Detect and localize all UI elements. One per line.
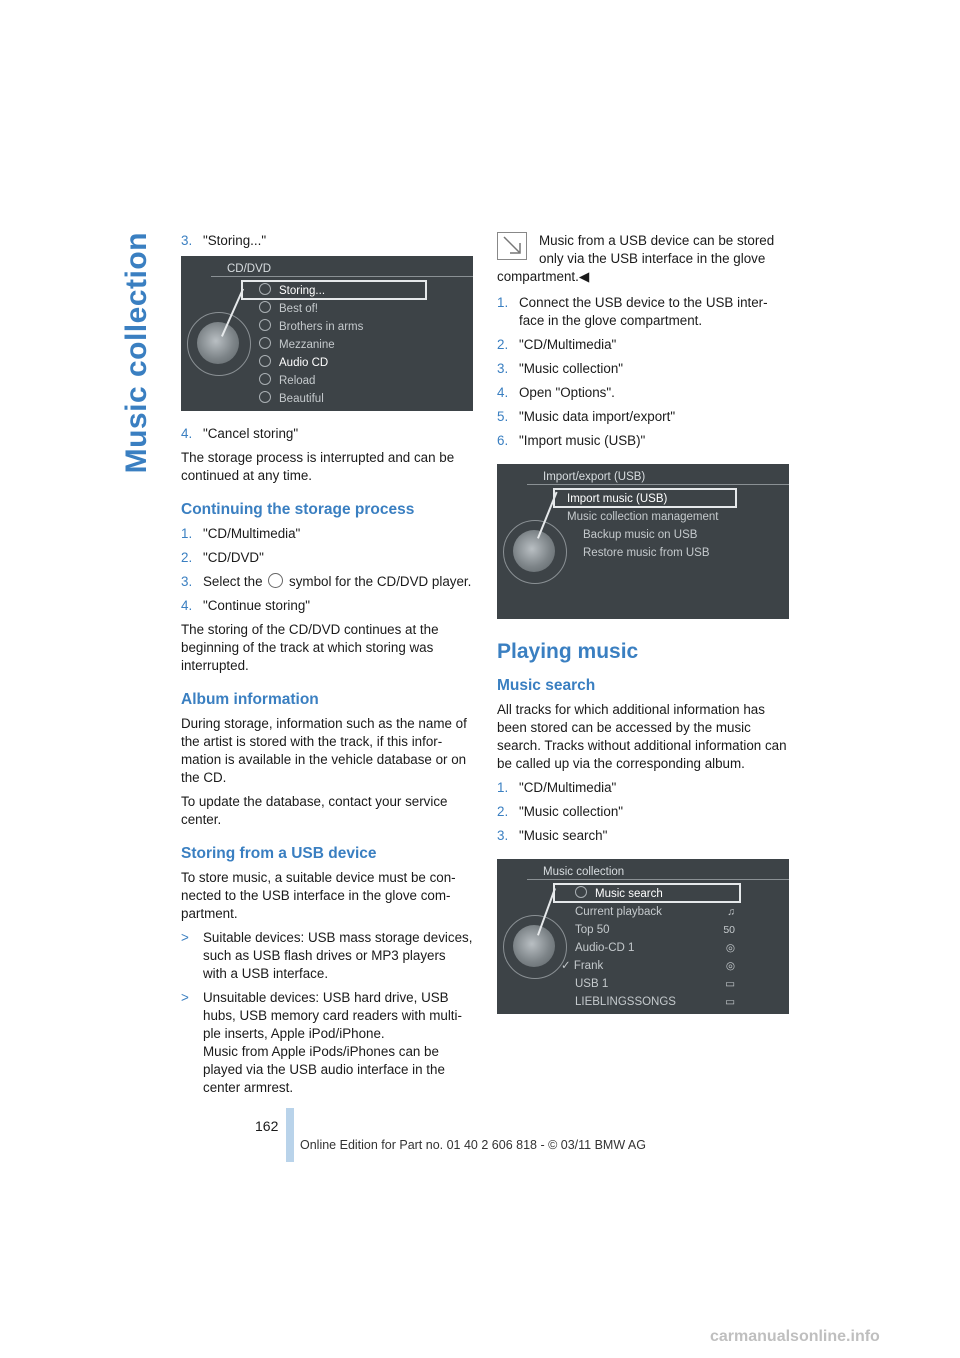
- left-column: [181, 232, 473, 1103]
- paragraph: The storing of the CD/DVD continues at the beginning of the track at which storing was interrupted.: [181, 622, 439, 673]
- list-item: > Unsuitable devices: USB hard drive, USB hubs, USB memory card readers with multi-ple inserts, Apple iPod/iPhone. Music from Apple iPods/iPhones can be played via the USB audio interface in the center armrest.: [181, 990, 462, 1095]
- footer-accent-bar: [286, 1108, 294, 1162]
- right-column: [497, 232, 789, 1028]
- list-item: 2. "CD/DVD": [181, 550, 264, 565]
- paragraph: During storage, information such as the name of the artist is stored with the track, if this infor-mation is available in the vehicle database or on the CD.: [181, 716, 467, 785]
- heading-album-information: Album information: [181, 691, 319, 708]
- top50-icon: 50: [723, 924, 735, 936]
- screenshot-import-export-usb: Import/export (USB) Import music (USB) Music collection management Backup music on USB Restore music from USB: [497, 464, 789, 619]
- paragraph: To store music, a suitable device must be con-nected to the USB interface in the glove com-partment.: [181, 870, 456, 921]
- heading-storing-usb: Storing from a USB device: [181, 845, 377, 862]
- controller-knob: [513, 925, 555, 967]
- note: Music from a USB device can be stored only via the USB interface in the glove compartment.◀: [497, 233, 775, 284]
- playback-icon: ♫: [727, 906, 735, 918]
- step-storing: 3. "Storing...": [181, 233, 267, 248]
- heading-continuing-storage: Continuing the storage process: [181, 501, 415, 518]
- screenshot-cd-dvd: CD/DVD Storing... Best of! Brothers in arms Mezzanine Audio CD Reload Beautiful: [181, 256, 473, 411]
- list-item: 5. "Music data import/export": [497, 409, 676, 424]
- list-item: 4. Open "Options".: [497, 385, 615, 400]
- cd-icon: ◎: [725, 960, 735, 972]
- cd-symbol-icon: [268, 573, 283, 588]
- list-item: 3. "Music collection": [497, 361, 624, 376]
- screen-header: Music collection: [543, 866, 625, 878]
- cd-icon: [259, 337, 271, 349]
- note-arrow-icon: [497, 232, 527, 260]
- cd-icon: [259, 373, 271, 385]
- list-item: > Suitable devices: USB mass storage devices, such as USB flash drives or MP3 players with a USB interface.: [181, 930, 473, 981]
- cd-icon: ◎: [725, 942, 735, 954]
- step-cancel-storing: 4. "Cancel storing": [181, 426, 299, 441]
- list-item: 1. "CD/Multimedia": [181, 526, 301, 541]
- footer-edition: Online Edition for Part no. 01 40 2 606 818 - © 03/11 BMW AG: [300, 1138, 646, 1152]
- usb-icon: ▭: [725, 996, 735, 1008]
- screenshot-music-collection: Music collection Music search Current playback ♫ Top 50 50 Audio-CD 1 ◎ ✓ Frank ◎ USB 1 ▭ LIEBLINGSSONGS ▭: [497, 859, 789, 1014]
- screen-header: Import/export (USB): [543, 471, 646, 483]
- cd-icon: [259, 283, 271, 295]
- list-item: 1. Connect the USB device to the USB inter-face in the glove compartment.: [497, 295, 768, 328]
- list-item: 4. "Continue storing": [181, 598, 311, 613]
- search-icon: [575, 886, 587, 898]
- list-item: 3. "Music search": [497, 828, 608, 843]
- cd-icon: [259, 355, 271, 367]
- screen-header: CD/DVD: [227, 263, 272, 275]
- list-item: 3. Select the symbol for the CD/DVD player.: [181, 574, 472, 589]
- list-item: 2. "Music collection": [497, 804, 624, 819]
- usb-icon: ▭: [725, 978, 735, 990]
- cd-icon: [259, 319, 271, 331]
- controller-knob: [197, 322, 239, 364]
- list-item: 1. "CD/Multimedia": [497, 780, 617, 795]
- paragraph: All tracks for which additional information has been stored can be accessed by the music search. Tracks without additional information can be called up via the corresponding album.: [497, 702, 787, 771]
- heading-music-search: Music search: [497, 677, 596, 694]
- chapter-side-tab: [120, 232, 156, 472]
- paragraph: The storage process is interrupted and can be continued at any time.: [181, 450, 455, 483]
- paragraph: To update the database, contact your service center.: [181, 794, 448, 827]
- watermark: carmanualsonline.info: [710, 1328, 880, 1345]
- list-item: 2. "CD/Multimedia": [497, 337, 617, 352]
- cd-icon: [259, 301, 271, 313]
- heading-playing-music: Playing music: [497, 640, 639, 663]
- chapter-title: Music collection: [120, 232, 153, 474]
- controller-knob: [513, 530, 555, 572]
- page-number: 162: [255, 1118, 279, 1134]
- cd-icon: [259, 391, 271, 403]
- list-item: 6. "Import music (USB)": [497, 433, 646, 448]
